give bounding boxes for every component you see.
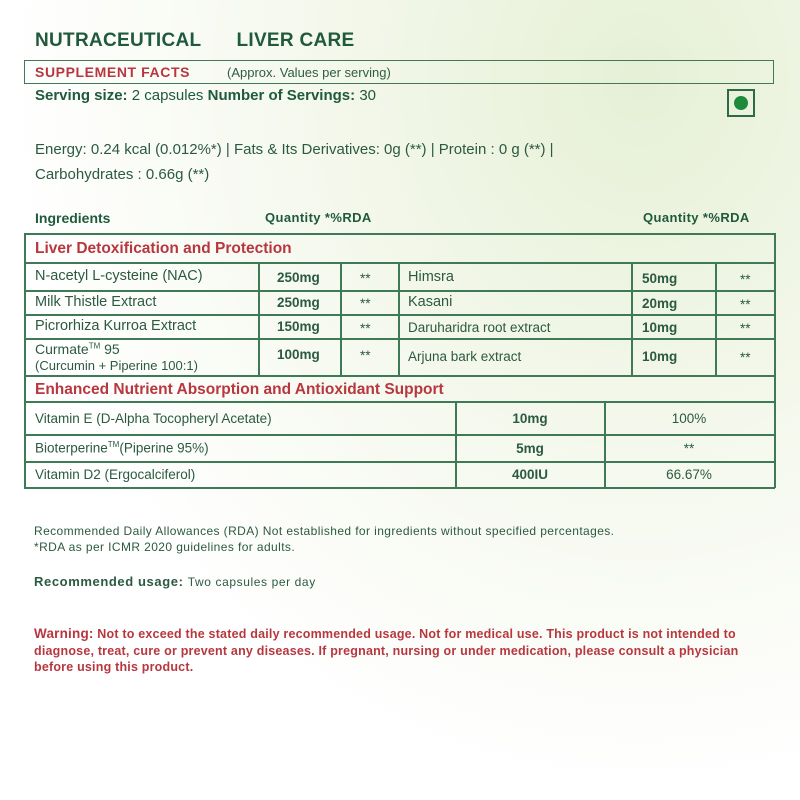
- table-rule: [24, 314, 775, 316]
- supplement-facts-title: SUPPLEMENT FACTS: [35, 64, 191, 80]
- veg-dot-icon: [734, 96, 748, 110]
- ingredient-name: Milk Thistle Extract: [35, 294, 157, 310]
- servings-value: 30: [359, 87, 376, 104]
- ingredient-quantity: 250mg: [277, 295, 320, 310]
- ingredient-quantity: 400IU: [511, 467, 549, 482]
- ingredient-rda: **: [360, 296, 371, 311]
- ingredient-name: Vitamin E (D-Alpha Tocopheryl Acetate): [35, 411, 272, 426]
- ingredient-name: [35, 341, 120, 357]
- supplement-facts-note: (Approx. Values per serving): [227, 65, 391, 80]
- quantity-rda-header-right: Quantity *%RDA: [643, 210, 750, 225]
- table-rule: [774, 233, 776, 488]
- serving-size-label: Serving size:: [35, 87, 128, 104]
- ingredient-rda: **: [740, 297, 751, 312]
- ingredient-quantity: 10mg: [642, 349, 678, 364]
- table-rule: [631, 262, 633, 375]
- warning-label: Warning:: [34, 626, 94, 641]
- ingredient-rda: **: [740, 350, 751, 365]
- ingredient-rda: **: [360, 321, 371, 336]
- table-rule: [24, 401, 775, 403]
- ingredient-rda: 66.67%: [666, 467, 712, 482]
- ingredient-quantity: 10mg: [512, 411, 548, 426]
- section-title-liver-detox: Liver Detoxification and Protection: [35, 240, 292, 257]
- ingredient-rda: **: [360, 348, 371, 363]
- ingredient-name: Himsra: [408, 269, 454, 285]
- nutrition-line-2: Carbohydrates : 0.66g (**): [35, 166, 210, 183]
- brand-label: NUTRACEUTICAL: [35, 30, 202, 51]
- ingredient-name-text: Curmate: [35, 341, 89, 357]
- ingredient-name: Daruharidra root extract: [408, 320, 551, 335]
- section-title-nutrient-absorption: Enhanced Nutrient Absorption and Antioxidant Support: [35, 381, 444, 398]
- ingredient-rda: **: [683, 441, 695, 456]
- table-rule: [24, 233, 26, 488]
- ingredient-quantity: 50mg: [642, 271, 678, 286]
- ingredient-quantity: 10mg: [642, 320, 678, 335]
- ingredient-name: Vitamin D2 (Ergocalciferol): [35, 467, 196, 482]
- ingredient-name-text: Bioterperine: [35, 440, 108, 456]
- table-rule: [24, 233, 775, 235]
- servings-label: Number of Servings:: [207, 87, 356, 104]
- nutrition-line-1: Energy: 0.24 kcal (0.012%*) | Fats & Its Derivatives: 0g (**) | Protein : 0 g (**) |: [35, 141, 554, 158]
- ingredient-quantity: 150mg: [277, 319, 320, 334]
- trademark-mark: TM: [88, 341, 101, 351]
- table-rule: [398, 262, 400, 375]
- ingredient-name: Kasani: [408, 294, 453, 310]
- usage-value: Two capsules per day: [187, 575, 316, 589]
- table-rule: [24, 434, 775, 436]
- ingredient-quantity: 100mg: [277, 347, 320, 362]
- ingredient-name-suffix: (Piperine 95%): [119, 440, 209, 456]
- warning-body: Not to exceed the stated daily recommended usage. Not for medical use. This product is not intended to diagnose, treat, cure or prevent any diseases. If pregnant, nursing or under medication, please consult a physician before using this product.: [34, 627, 739, 674]
- table-rule: [24, 375, 775, 377]
- recommended-usage: [34, 574, 316, 589]
- product-name: LIVER CARE: [236, 30, 355, 51]
- table-rule: [24, 262, 775, 264]
- ingredient-quantity: 20mg: [642, 296, 678, 311]
- table-rule: [24, 487, 775, 489]
- ingredient-name: Arjuna bark extract: [408, 349, 522, 364]
- serving-size-value: 2 capsules: [131, 87, 204, 104]
- quantity-rda-header-left: Quantity *%RDA: [265, 210, 372, 225]
- product-header: [35, 30, 355, 52]
- table-rule: [24, 338, 775, 340]
- rda-notes: [34, 523, 614, 555]
- ingredient-quantity: 250mg: [277, 270, 320, 285]
- ingredient-rda: 100%: [671, 411, 707, 426]
- warning-text: [34, 626, 774, 676]
- table-rule: [258, 262, 260, 375]
- ingredient-name-suffix: 95: [100, 341, 120, 357]
- ingredient-quantity: 5mg: [516, 441, 544, 456]
- nutrition-info: [35, 137, 675, 187]
- trademark-mark: TM: [107, 440, 120, 449]
- table-rule: [715, 262, 717, 375]
- ingredients-header: Ingredients: [35, 210, 111, 226]
- ingredient-rda: **: [360, 271, 371, 286]
- serving-info: [35, 87, 376, 104]
- table-rule: [340, 262, 342, 375]
- ingredient-rda: **: [740, 321, 751, 336]
- ingredient-rda: **: [740, 272, 751, 287]
- ingredient-name-line2: (Curcumin + Piperine 100:1): [35, 358, 198, 373]
- ingredient-name: [35, 440, 209, 456]
- table-rule: [24, 290, 775, 292]
- table-rule: [24, 461, 775, 463]
- rda-note-line-1: Recommended Daily Allowances (RDA) Not established for ingredients without specified percentages.: [34, 524, 615, 538]
- rda-note-line-2: *RDA as per ICMR 2020 guidelines for adults.: [34, 540, 296, 554]
- ingredient-name: N-acetyl L-cysteine (NAC): [35, 268, 203, 284]
- ingredient-name: Picrorhiza Kurroa Extract: [35, 318, 197, 334]
- usage-label: Recommended usage:: [34, 574, 184, 589]
